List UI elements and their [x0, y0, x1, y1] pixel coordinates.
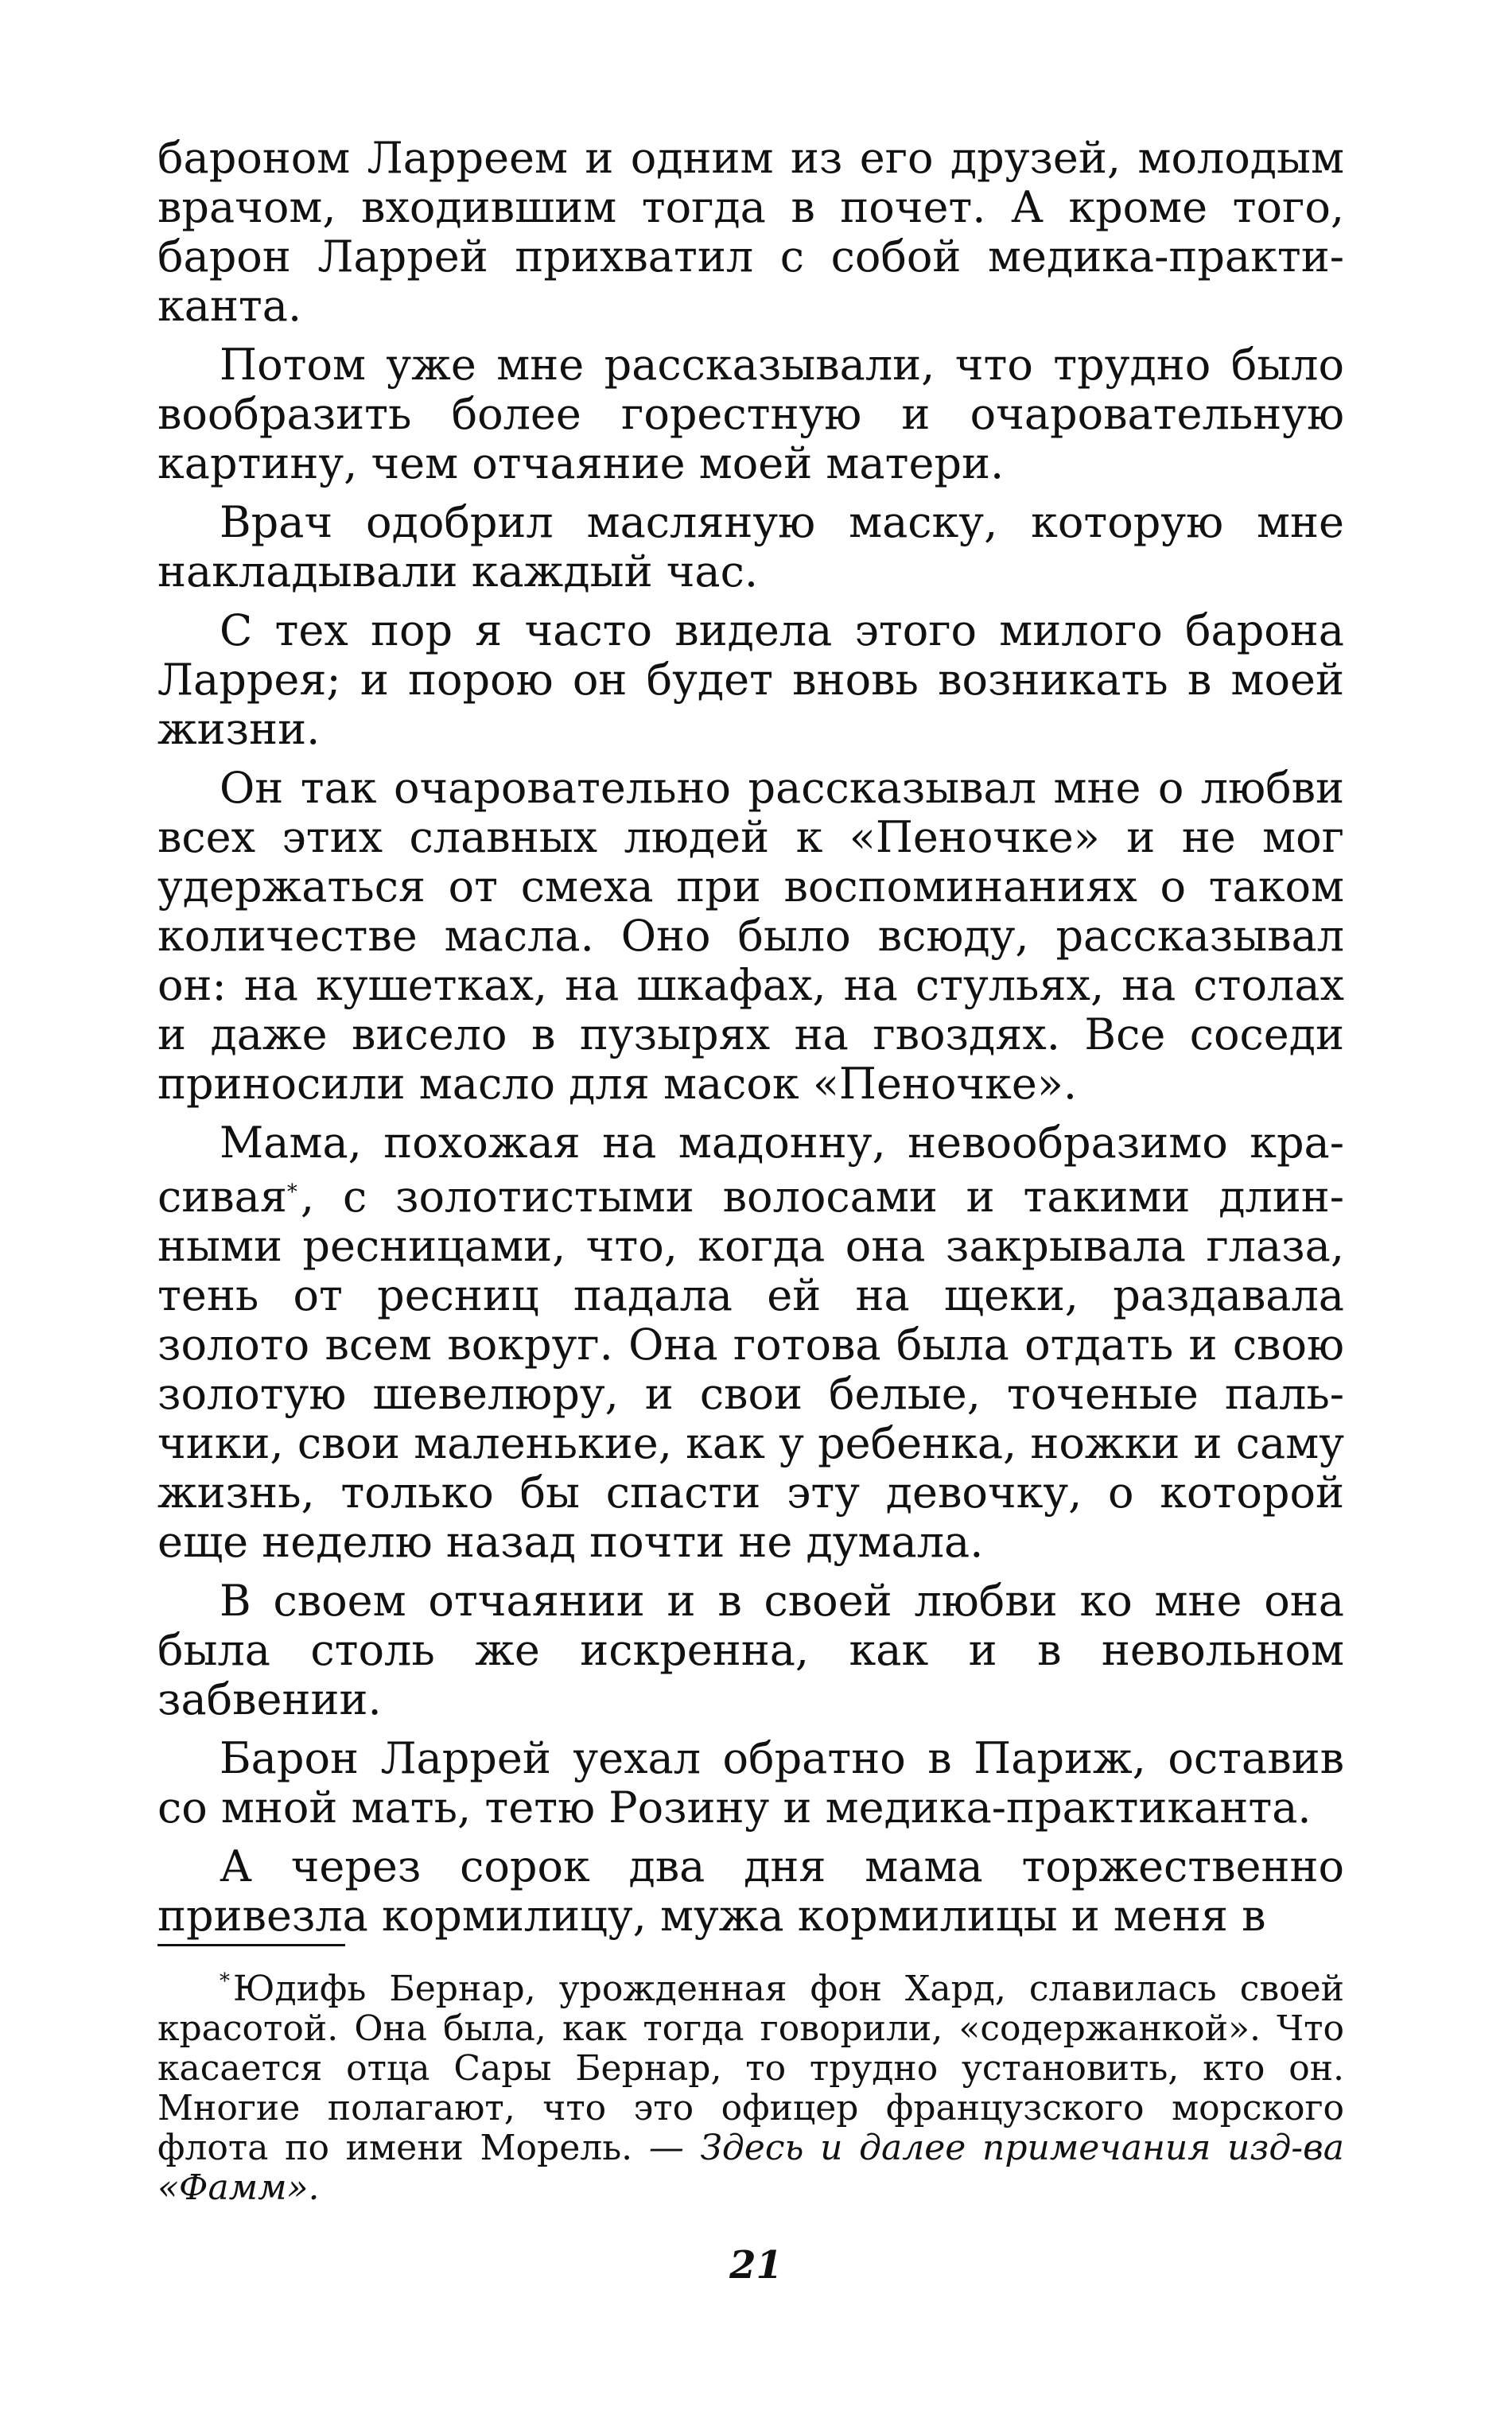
footnote-reference: * — [286, 1180, 297, 1204]
paragraph: Потом уже мне рассказывали, что трудно было вообразить более горестную и очаровательную картину, чем отчаяние моей матери. — [157, 340, 1344, 488]
footnote-credit: — Здесь и далее примечания изд-ва «Фамм». — [157, 2128, 1344, 2208]
body-text — [157, 134, 1344, 1950]
paragraph — [157, 1118, 1344, 1567]
paragraph: Он так очаровательно рассказывал мне о любви всех этих славных людей к «Пеночке» и не мог удержаться от смеха при воспоминаниях о таком количестве масла. Оно было всюду, рассказывал он: на кушетках, на шкафах, на стульях, на столах и даже висело в пузырях на гвоздях. Все соседи приносили масло для масок «Пеночке». — [157, 763, 1344, 1109]
footnote-divider — [157, 1944, 345, 1946]
paragraph-text: Мама, похожая на мадонну, невообразимо красивая — [157, 1118, 1344, 1222]
footnote-text — [157, 1961, 1344, 2208]
paragraph: В своем отчаянии и в своей любви ко мне она была столь же искренна, как и в невольном забвении. — [157, 1576, 1344, 1724]
paragraph: бароном Ларреем и одним из его друзей, молодым врачом, входившим тогда в почет. А кроме того, барон Ларрей прихватил с собой медика-практиканта. — [157, 133, 1344, 331]
footnote — [157, 1961, 1344, 2208]
footnote-marker: * — [220, 1969, 230, 1993]
paragraph: А через сорок два дня мама торжественно привезла кормилицу, мужа кормилицы и меня в — [157, 1841, 1344, 1941]
paragraph: Барон Ларрей уехал обратно в Париж, оставив со мной мать, тетю Розину и медика-практиканта. — [157, 1733, 1344, 1833]
page-number: 21 — [729, 2243, 783, 2288]
paragraph: Врач одобрил масляную маску, которую мне накладывали каждый час. — [157, 497, 1344, 597]
paragraph: С тех пор я часто видела этого милого барона Ларрея; и порою он будет вновь возникать в моей жизни. — [157, 605, 1344, 754]
paragraph-text: , с золотистыми волосами и такими длинными ресницами, что, когда она закрывала глаза, тень от ресниц падала ей на щеки, раздавала золото всем вокруг. Она готова была отдать и свою золотую шевелюру, и свои белые, точеные пальчики, свои маленькие, как у ребенка, ножки и саму жизнь, только бы спасти эту девочку, о которой еще неделю назад почти не думала. — [157, 1172, 1344, 1567]
footnote-body: Юдифь Бернар, урожденная фон Хард, славилась своей красотой. Она была, как тогда говорили, «содержанкой». Что касается отца Сары Бернар, то трудно установить, кто он. Многие полагают, что это офицер французского морского флота по имени Морель. — [157, 1969, 1344, 2168]
